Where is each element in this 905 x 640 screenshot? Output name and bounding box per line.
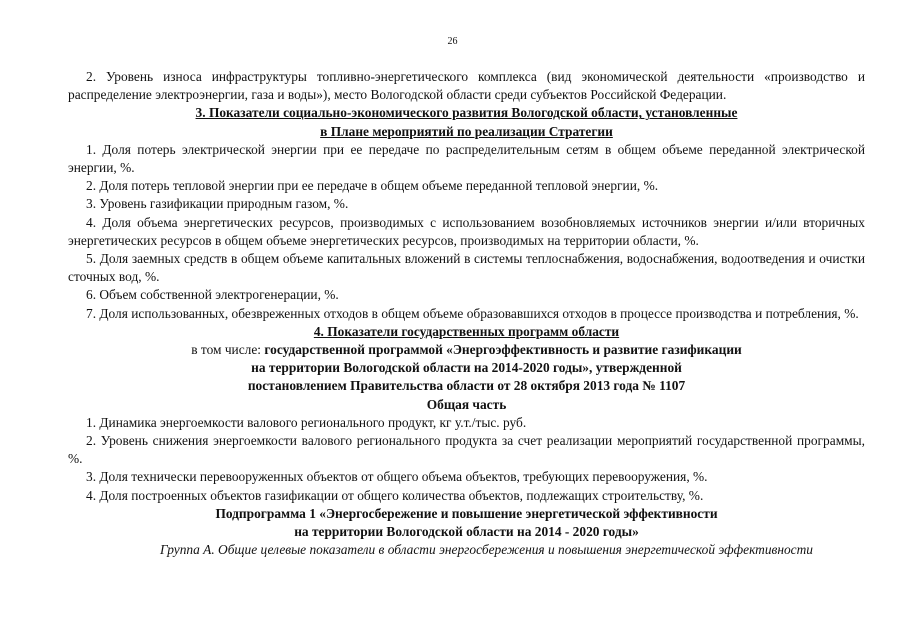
section-3-item-4: 4. Доля объема энергетических ресурсов, производимых с использованием возобновляемых источников энергии и/или вторичных энергетических ресурсов в общем объеме энергетических ресурсов, производимых на территории области, %. [68,214,865,248]
section-4-item-3: 3. Доля технически перевооруженных объектов от общего объема объектов, требующих перевооружения, %. [86,469,708,485]
subprogram-heading-line-2: на территории Вологодской области на 2014 - 2020 годы» [294,524,639,540]
intro-item: 2. Уровень износа инфраструктуры топливно-энергетического комплекса (вид экономической деятельности «производство и распределение электроэнергии, газа и воды»), место Вологодской области среди субъектов Российской Федерации. [68,69,865,103]
section-3-heading-line-1: 3. Показатели социально-экономического развития Вологодской области, установленные [195,105,738,121]
section-4-item-2: 2. Уровень снижения энергоемкости валового регионального продукта за счет реализации мероприятий государственной программы, %. [68,433,865,467]
section-4-item-4: 4. Доля построенных объектов газификации от общего количества объектов, подлежащих строительству, %. [86,487,704,503]
section-3-item-2: 2. Доля потерь тепловой энергии при ее передаче в общем объеме переданной тепловой энергии, %. [86,178,659,194]
section-4-heading: 4. Показатели государственных программ области [313,323,620,339]
section-4-subheading-line-1 [68,341,865,359]
group-a-caption: Группа А. Общие целевые показатели в области энергосбережения и повышения энергетической эффективности [160,542,813,558]
section-3-item-3: 3. Уровень газификации природным газом, %. [86,196,349,212]
subprogram-heading-line-1: Подпрограмма 1 «Энергосбережение и повышение энергетической эффективности [215,505,718,521]
section-3-item-1: 1. Доля потерь электрической энергии при ее передаче по распределительным сетям в общем объеме переданной электрической энергии, %. [68,141,865,176]
section-3-heading-line-2: в Плане мероприятий по реализации Стратегии [320,123,613,139]
section-3-item-7: 7. Доля использованных, обезвреженных отходов в общем объеме образовавшихся отходов в процессе производства и потребления, %. [86,305,859,321]
document-body [68,68,865,559]
section-4-sub-line-1: государственной программой «Энергоэффективность и развитие газификации [264,342,742,358]
general-part-heading: Общая часть [426,396,507,412]
section-4-sub-line-2: на территории Вологодской области на 2014-2020 годы», утвержденной [251,360,682,376]
section-3-item-6: 6. Объем собственной электрогенерации, %. [86,287,339,303]
section-3-item-5: 5. Доля заемных средств в общем объеме капитальных вложений в системы теплоснабжения, водоснабжения, водоотведения и очистки сточных вод, %. [68,251,865,285]
section-4-sub-line-3: постановлением Правительства области от 28 октября 2013 года № 1107 [247,378,686,394]
section-4-sub-prefix: в том числе: [191,342,262,358]
section-4-item-1: 1. Динамика энергоемкости валового регионального продукт, кг у.т./тыс. руб. [86,414,527,430]
page-number: 26 [447,36,458,47]
